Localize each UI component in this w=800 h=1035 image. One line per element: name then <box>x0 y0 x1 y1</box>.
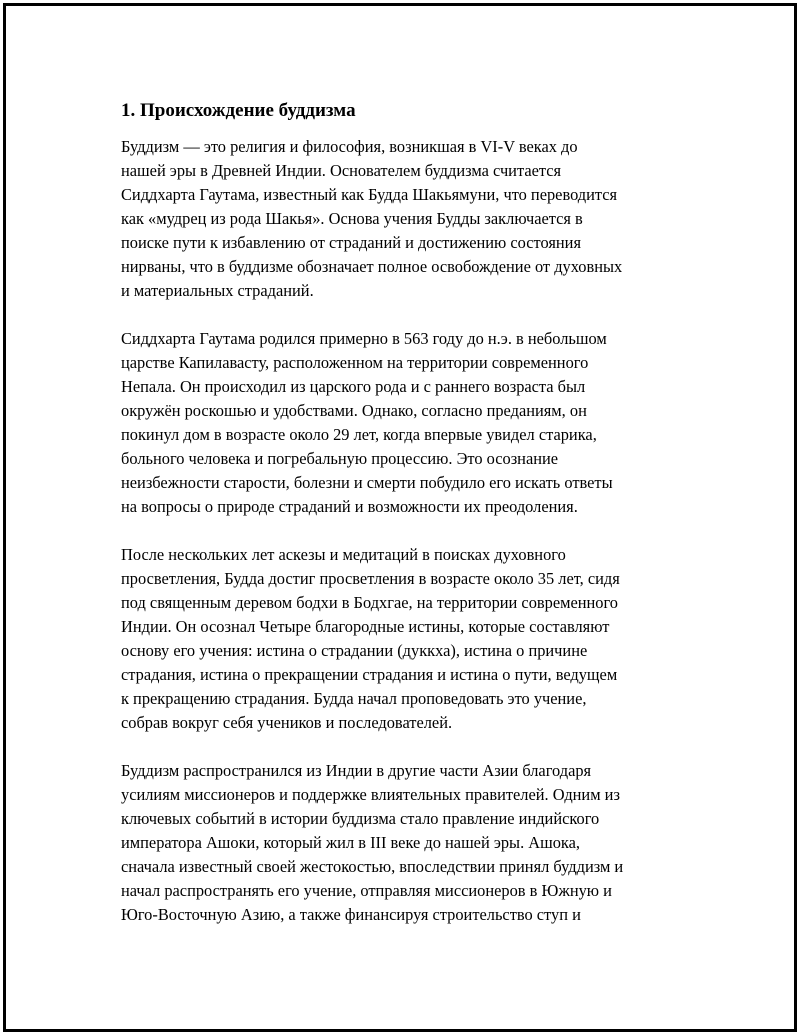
section-heading: 1. Происхождение буддизма <box>121 100 356 121</box>
text-line: как «мудрец из рода Шакья». Основа учения Будды заключается в <box>121 209 583 228</box>
text-line: Юго-Восточную Азию, а также финансируя строительство ступ и <box>121 905 581 924</box>
text-line: окружён роскошью и удобствами. Однако, согласно преданиям, он <box>121 401 587 420</box>
document-body <box>121 99 701 951</box>
text-line: нашей эры в Древней Индии. Основателем буддизма считается <box>121 161 562 180</box>
text-line: страдания, истина о прекращении страдания и истина о пути, ведущем <box>121 665 618 684</box>
text-line: на вопросы о природе страданий и возможности их преодоления. <box>121 497 578 516</box>
page-frame <box>3 3 797 1032</box>
text-line: поиске пути к избавлению от страданий и достижению состояния <box>121 233 581 252</box>
paragraph <box>121 327 701 519</box>
text-line: просветления, Будда достиг просветления в возрасте около 35 лет, сидя <box>121 569 620 588</box>
text-line: больного человека и погребальную процессию. Это осознание <box>121 449 559 468</box>
text-line: Непала. Он происходил из царского рода и с раннего возраста был <box>121 377 586 396</box>
text-line: нирваны, что в буддизме обозначает полное освобождение от духовных <box>121 257 623 276</box>
paragraph <box>121 135 701 303</box>
text-line: покинул дом в возрасте около 29 лет, когда впервые увидел старика, <box>121 425 597 444</box>
text-line: сначала известный своей жестокостью, впоследствии принял буддизм и <box>121 857 624 876</box>
text-line: основу его учения: истина о страдании (дуккха), истина о причине <box>121 641 588 660</box>
paragraph <box>121 759 701 927</box>
text-line: Сиддхарта Гаутама, известный как Будда Шакьямуни, что переводится <box>121 185 618 204</box>
text-line: Буддизм распространился из Индии в другие части Азии благодаря <box>121 761 592 780</box>
text-line: Сиддхарта Гаутама родился примерно в 563 году до н.э. в небольшом <box>121 329 607 348</box>
text-line: неизбежности старости, болезни и смерти побудило его искать ответы <box>121 473 613 492</box>
text-line: Индии. Он осознал Четыре благородные истины, которые составляют <box>121 617 610 636</box>
text-line: Буддизм — это религия и философия, возникшая в VI-V веках до <box>121 137 578 156</box>
text-line: После нескольких лет аскезы и медитаций в поисках духовного <box>121 545 566 564</box>
text-line: ключевых событий в истории буддизма стало правление индийского <box>121 809 600 828</box>
paragraph <box>121 543 701 735</box>
text-line: собрав вокруг себя учеников и последователей. <box>121 713 453 732</box>
text-line: под священным деревом бодхи в Бодхгае, на территории современного <box>121 593 618 612</box>
text-line: царстве Капилавасту, расположенном на территории современного <box>121 353 589 372</box>
text-line: императора Ашоки, который жил в III веке до нашей эры. Ашока, <box>121 833 581 852</box>
text-line: начал распространять его учение, отправляя миссионеров в Южную и <box>121 881 612 900</box>
text-line: усилиям миссионеров и поддержке влиятельных правителей. Одним из <box>121 785 620 804</box>
text-line: и материальных страданий. <box>121 281 314 300</box>
text-line: к прекращению страдания. Будда начал проповедовать это учение, <box>121 689 587 708</box>
